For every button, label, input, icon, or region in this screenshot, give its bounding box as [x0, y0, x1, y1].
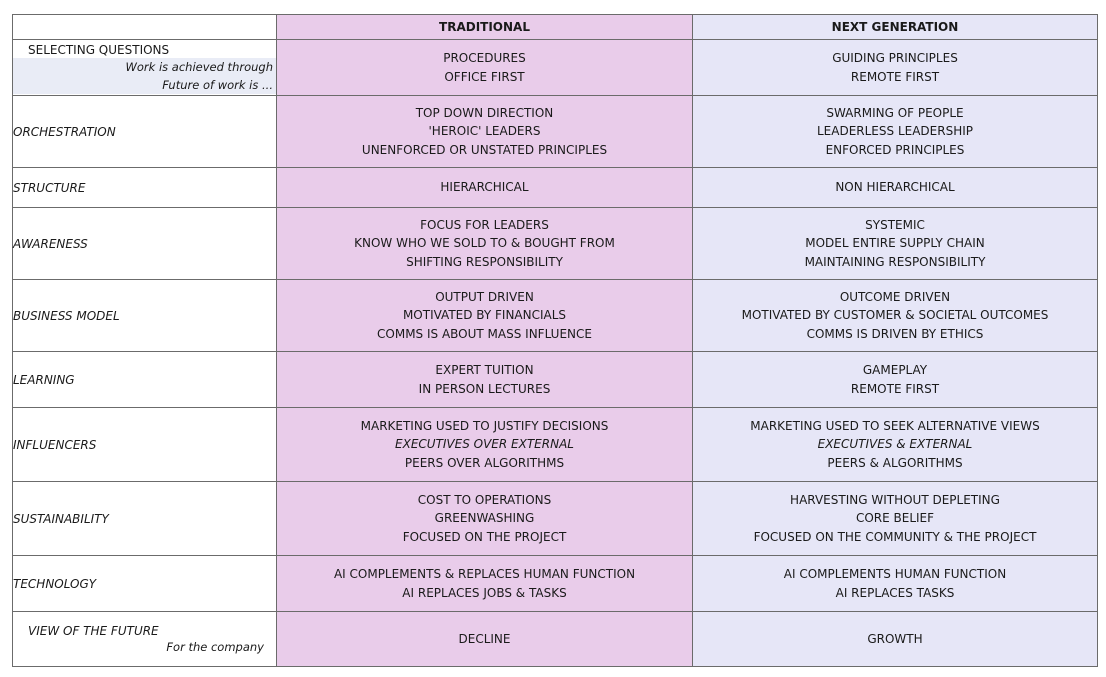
row-sublabels — [13, 58, 276, 94]
cell-line: EXPERT TUITION — [435, 363, 534, 378]
header-next-generation: NEXT GENERATION — [693, 15, 1098, 40]
cell-line: AI COMPLEMENTS & REPLACES HUMAN FUNCTION — [333, 567, 636, 582]
row-label: VIEW OF THE FUTURE — [28, 624, 159, 638]
next-generation-cell — [693, 556, 1098, 612]
cell-line: OUTPUT DRIVEN — [435, 290, 534, 305]
cell-line: HARVESTING WITHOUT DEPLETING — [790, 493, 1000, 508]
cell-line: AI REPLACES TASKS — [835, 585, 955, 600]
cell-line: TOP DOWN DIRECTION — [415, 106, 554, 121]
cell-line: EXECUTIVES OVER EXTERNAL — [395, 437, 574, 452]
traditional-cell — [277, 556, 693, 612]
cell-line: MOTIVATED BY CUSTOMER & SOCIETAL OUTCOMES — [741, 308, 1049, 323]
cell-line: MODEL ENTIRE SUPPLY CHAIN — [805, 236, 985, 251]
cell-line: DECLINE — [458, 631, 511, 646]
row-label: SUSTAINABILITY — [13, 482, 277, 556]
traditional-cell — [277, 482, 693, 556]
cell-line: LEADERLESS LEADERSHIP — [816, 124, 973, 139]
row-label: INFLUENCERS — [13, 408, 277, 482]
cell-line: SYSTEMIC — [865, 218, 925, 233]
cell-line: MOTIVATED BY FINANCIALS — [402, 308, 567, 323]
cell-line: FOCUS FOR LEADERS — [420, 218, 549, 233]
cell-line: COST TO OPERATIONS — [417, 493, 552, 508]
traditional-cell — [277, 280, 693, 352]
cell-line: NON HIERARCHICAL — [835, 180, 955, 195]
table-row — [13, 556, 1098, 612]
cell-line: FOCUSED ON THE PROJECT — [402, 529, 567, 544]
row-sublabel: For the company — [166, 640, 264, 654]
cell-line: PEERS & ALGORITHMS — [827, 455, 963, 470]
cell-line: OFFICE FIRST — [444, 69, 525, 84]
next-generation-cell — [693, 168, 1098, 208]
next-generation-cell — [693, 40, 1098, 96]
traditional-cell — [277, 96, 693, 168]
traditional-cell — [277, 208, 693, 280]
traditional-cell — [277, 612, 693, 667]
cell-line: KNOW WHO WE SOLD TO & BOUGHT FROM — [354, 236, 615, 251]
row-label: LEARNING — [13, 352, 277, 408]
traditional-cell — [277, 40, 693, 96]
cell-line: EXECUTIVES & EXTERNAL — [817, 437, 973, 452]
row-label-cell — [13, 612, 277, 667]
row-sublabel: Future of work is ... — [162, 78, 273, 92]
cell-line: AI COMPLEMENTS HUMAN FUNCTION — [783, 567, 1007, 582]
traditional-cell — [277, 408, 693, 482]
table-row — [13, 408, 1098, 482]
cell-line: AI REPLACES JOBS & TASKS — [402, 585, 567, 600]
cell-line: PROCEDURES — [443, 51, 526, 66]
cell-line: REMOTE FIRST — [850, 69, 940, 84]
row-sublabel: Work is achieved through — [125, 60, 273, 74]
next-generation-cell — [693, 612, 1098, 667]
cell-line: ENFORCED PRINCIPLES — [825, 142, 965, 157]
table-row — [13, 352, 1098, 408]
cell-line: MAINTAINING RESPONSIBILITY — [804, 254, 986, 269]
table-row — [13, 168, 1098, 208]
header-traditional: TRADITIONAL — [277, 15, 693, 40]
row-label: TECHNOLOGY — [13, 556, 277, 612]
row-label: BUSINESS MODEL — [13, 280, 277, 352]
cell-line: MARKETING USED TO SEEK ALTERNATIVE VIEWS — [750, 419, 1040, 434]
cell-line: GREENWASHING — [434, 511, 535, 526]
table-row — [13, 40, 1098, 96]
cell-line: REMOTE FIRST — [850, 381, 940, 396]
next-generation-cell — [693, 408, 1098, 482]
cell-line: GROWTH — [867, 631, 923, 646]
row-label: SELECTING QUESTIONS — [28, 43, 170, 57]
next-generation-cell — [693, 352, 1098, 408]
cell-line: GUIDING PRINCIPLES — [832, 51, 958, 66]
cell-line: UNENFORCED OR UNSTATED PRINCIPLES — [361, 142, 608, 157]
row-label: ORCHESTRATION — [13, 96, 277, 168]
cell-line: COMMS IS ABOUT MASS INFLUENCE — [377, 326, 592, 341]
cell-line: HIERARCHICAL — [440, 180, 529, 195]
cell-line: COMMS IS DRIVEN BY ETHICS — [806, 326, 984, 341]
cell-line: FOCUSED ON THE COMMUNITY & THE PROJECT — [753, 529, 1037, 544]
cell-line: SHIFTING RESPONSIBILITY — [406, 254, 563, 269]
traditional-cell — [277, 168, 693, 208]
cell-line: IN PERSON LECTURES — [418, 381, 551, 396]
header-blank-cell — [13, 15, 277, 40]
cell-line: 'HEROIC' LEADERS — [428, 124, 541, 139]
cell-line: OUTCOME DRIVEN — [839, 290, 951, 305]
table-row — [13, 96, 1098, 168]
cell-line: PEERS OVER ALGORITHMS — [404, 455, 565, 470]
table-row — [13, 612, 1098, 667]
table-row — [13, 208, 1098, 280]
next-generation-cell — [693, 96, 1098, 168]
header-row — [13, 15, 1098, 40]
table-row — [13, 280, 1098, 352]
traditional-cell — [277, 352, 693, 408]
cell-line: MARKETING USED TO JUSTIFY DECISIONS — [360, 419, 609, 434]
next-generation-cell — [693, 280, 1098, 352]
next-generation-cell — [693, 208, 1098, 280]
row-label-cell — [13, 40, 277, 96]
comparison-table — [12, 14, 1098, 667]
row-label: STRUCTURE — [13, 168, 277, 208]
cell-line: SWARMING OF PEOPLE — [826, 106, 964, 121]
row-label: AWARENESS — [13, 208, 277, 280]
cell-line: CORE BELIEF — [855, 511, 935, 526]
cell-line: GAMEPLAY — [862, 363, 928, 378]
next-generation-cell — [693, 482, 1098, 556]
table-row — [13, 482, 1098, 556]
